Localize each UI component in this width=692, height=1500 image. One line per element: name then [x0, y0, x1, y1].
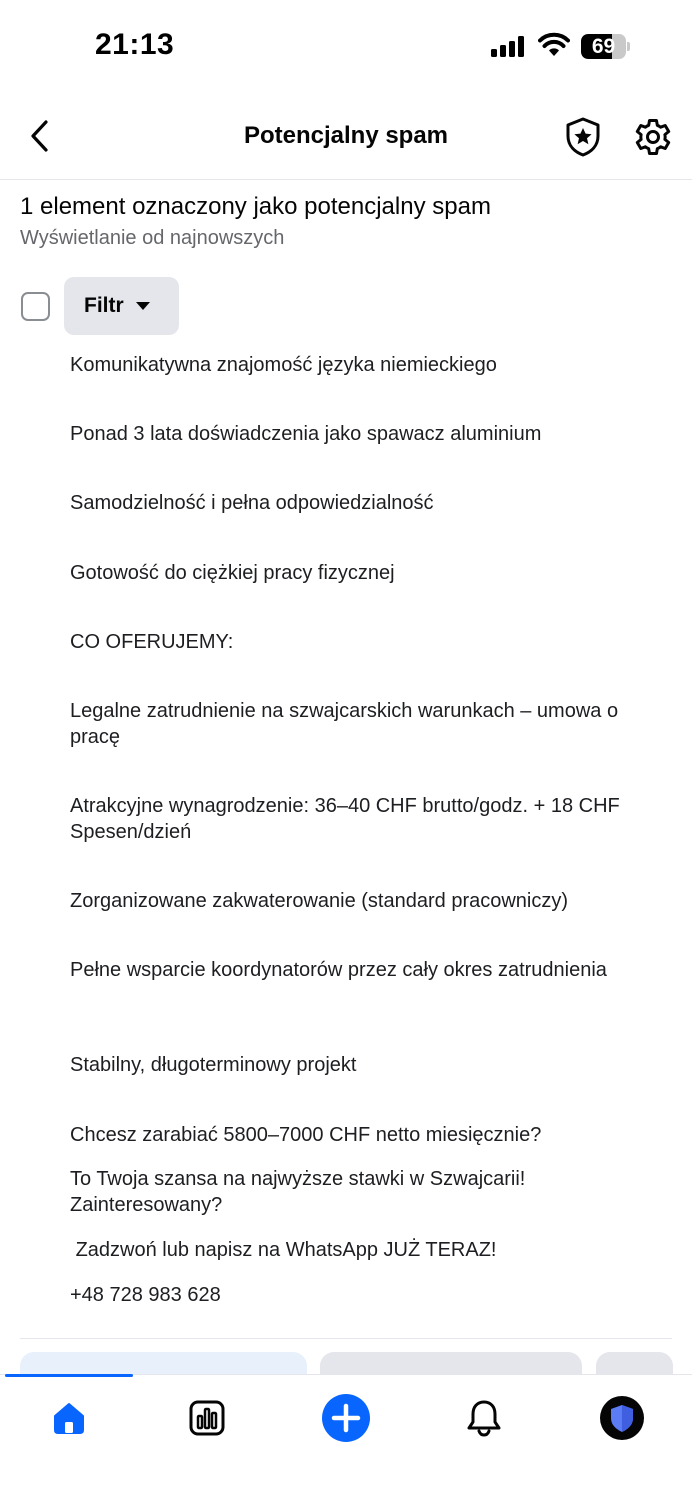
active-tab-indicator — [5, 1374, 133, 1377]
status-bar — [0, 0, 692, 92]
message-line: Pełne wsparcie koordynatorów przez cały okres zatrudnienia — [70, 959, 607, 981]
tab-notifications[interactable] — [454, 1393, 514, 1443]
divider — [20, 1338, 672, 1339]
tab-insights[interactable] — [177, 1393, 237, 1443]
message-line: Zorganizowane zakwaterowanie (standard pracowniczy) — [70, 890, 569, 912]
signal-icon — [491, 36, 527, 58]
message-line: Samodzielność i pełna odpowiedzialność — [70, 492, 434, 514]
message-line: To Twoja szansa na najwyższe stawki w Szwajcarii! Zainteresowany? — [70, 1168, 531, 1216]
gear-icon — [633, 117, 673, 157]
message-line: Stabilny, długoterminowy projekt — [70, 1054, 357, 1076]
message-line: CO OFERUJEMY: — [70, 631, 234, 653]
caret-down-icon — [136, 302, 150, 310]
summary-title: 1 element oznaczony jako potencjalny spam — [20, 193, 491, 220]
settings-button[interactable] — [632, 116, 674, 158]
page-title: Potencjalny spam — [243, 122, 449, 149]
phone-number: +48 728 983 628 — [70, 1284, 221, 1306]
wifi-icon — [538, 32, 570, 58]
message-line: Chcesz zarabiać 5800–7000 CHF netto miesięcznie? — [70, 1124, 542, 1146]
battery-indicator — [581, 34, 631, 59]
home-icon — [50, 1399, 88, 1437]
sort-order-label: Wyświetlanie od najnowszych — [20, 227, 285, 249]
select-all-checkbox[interactable] — [21, 292, 50, 321]
plus-circle-icon — [320, 1392, 372, 1444]
tab-profile[interactable] — [592, 1393, 652, 1443]
status-time: 21:13 — [95, 28, 175, 61]
filter-button[interactable] — [64, 277, 179, 335]
message-line: Atrakcyjne wynagrodzenie: 36–40 CHF brutto/godz. + 18 CHF Spesen/dzień — [70, 795, 626, 843]
header — [0, 92, 692, 180]
tab-bar — [0, 1374, 692, 1500]
tab-home[interactable] — [39, 1393, 99, 1443]
back-button[interactable] — [20, 116, 60, 156]
message-line: Ponad 3 lata doświadczenia jako spawacz aluminium — [70, 423, 542, 445]
bell-icon — [465, 1398, 503, 1438]
chevron-left-icon — [29, 119, 51, 153]
battery-level: 69 — [591, 35, 616, 58]
message-line: Komunikatywna znajomość języka niemieckiego — [70, 354, 497, 376]
avatar — [598, 1394, 646, 1442]
shield-star-icon — [564, 116, 602, 158]
tab-create[interactable] — [316, 1393, 376, 1443]
filter-label: Filtr — [84, 294, 124, 317]
bar-chart-icon — [188, 1399, 226, 1437]
message-line: Zadzwoń lub napisz na WhatsApp JUŻ TERAZ! — [70, 1239, 497, 1261]
message-line: Gotowość do ciężkiej pracy fizycznej — [70, 562, 395, 584]
protection-button[interactable] — [562, 116, 604, 158]
message-line: Legalne zatrudnienie na szwajcarskich warunkach – umowa o pracę — [70, 700, 624, 748]
